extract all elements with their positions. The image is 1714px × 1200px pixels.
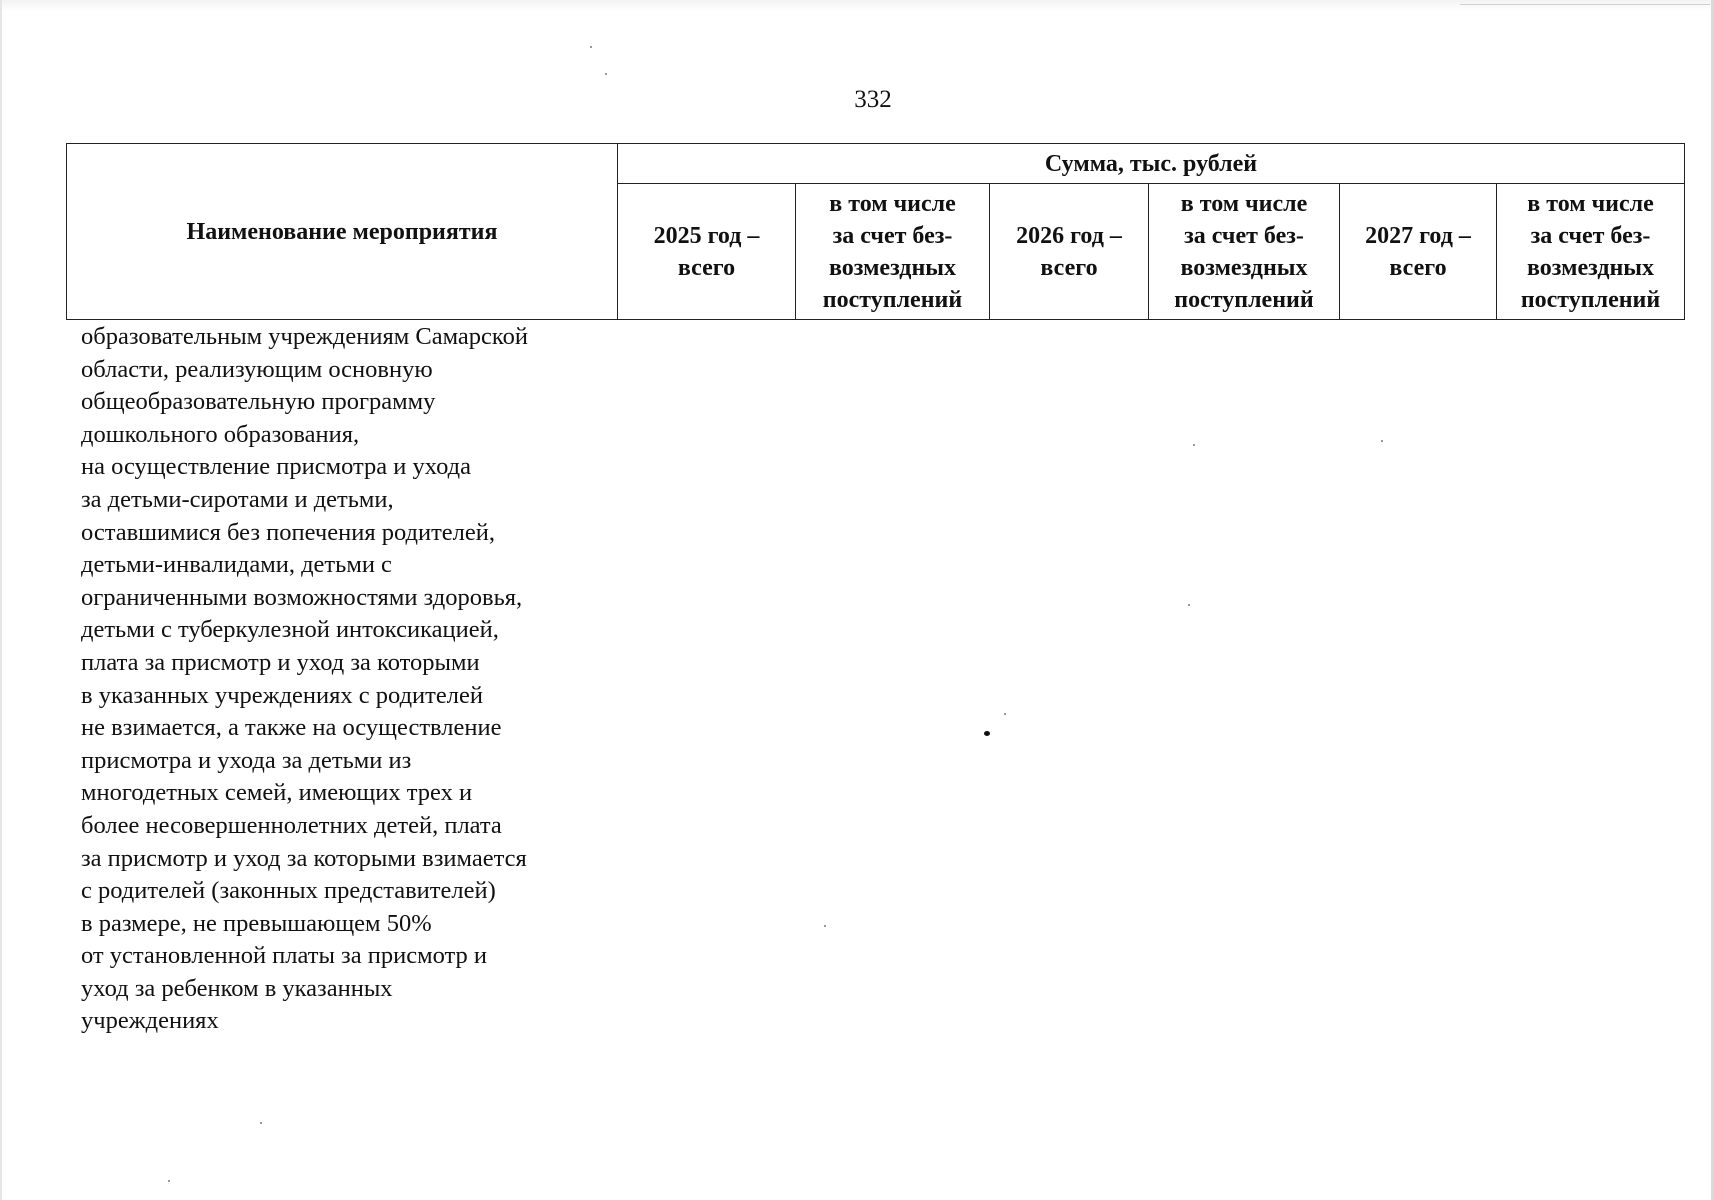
scan-speck: [1193, 444, 1195, 446]
scan-speck: [984, 731, 990, 736]
year-2027-total-header: 2027 год – всего: [1340, 184, 1497, 320]
year-2026-total-header: 2026 год – всего: [990, 184, 1149, 320]
year-2027-free-receipts-header: в том числе за счет без- возмездных поступлений: [1497, 184, 1685, 320]
scan-speck: [824, 925, 826, 927]
year-2026-free-receipts-header: в том числе за счет без- возмездных поступлений: [1149, 184, 1340, 320]
scan-speck: [1188, 604, 1190, 606]
scan-speck: [1004, 713, 1006, 715]
scan-left-edge: [0, 0, 2, 1200]
scan-speck: [590, 46, 592, 48]
scan-speck: [605, 73, 607, 75]
scan-top-line: [1460, 4, 1710, 5]
sum-header: Сумма, тыс. рублей: [618, 144, 1685, 184]
year-2025-total-header: 2025 год – всего: [618, 184, 796, 320]
year-2025-free-receipts-header: в том числе за счет без- возмездных поступлений: [796, 184, 990, 320]
scan-speck: [168, 1180, 170, 1182]
activity-name-header: Наименование мероприятия: [67, 144, 618, 320]
scan-speck: [1381, 440, 1383, 442]
budget-header-table: [66, 143, 1685, 320]
activity-description: образовательным учреждениям Самарской области, реализующим основную общеобразовательную программу дошкольного образования, на осуществление присмотра и ухода за детьми-сиротами и детьми, оставшимися без попечения родителей, детьми-инвалидами, детьми с ограниченными возможностями здоровья, детьми с туберкулезной интоксикацией, плата за присмотр и уход за которыми в указанных учреждениях с родителей не взимается, а также на осуществление присмотра и ухода за детьми из многодетных семей, имеющих трех и более несовершеннолетних детей, плата за присмотр и уход за которыми взимается с родителей (законных представителей) в размере, не превышающем 50% от установленной платы за присмотр и уход за ребенком в указанных учреждениях: [81, 323, 528, 1035]
scan-speck: [260, 1122, 262, 1124]
page-number: 332: [854, 86, 892, 113]
scan-top-noise: [0, 0, 1714, 12]
